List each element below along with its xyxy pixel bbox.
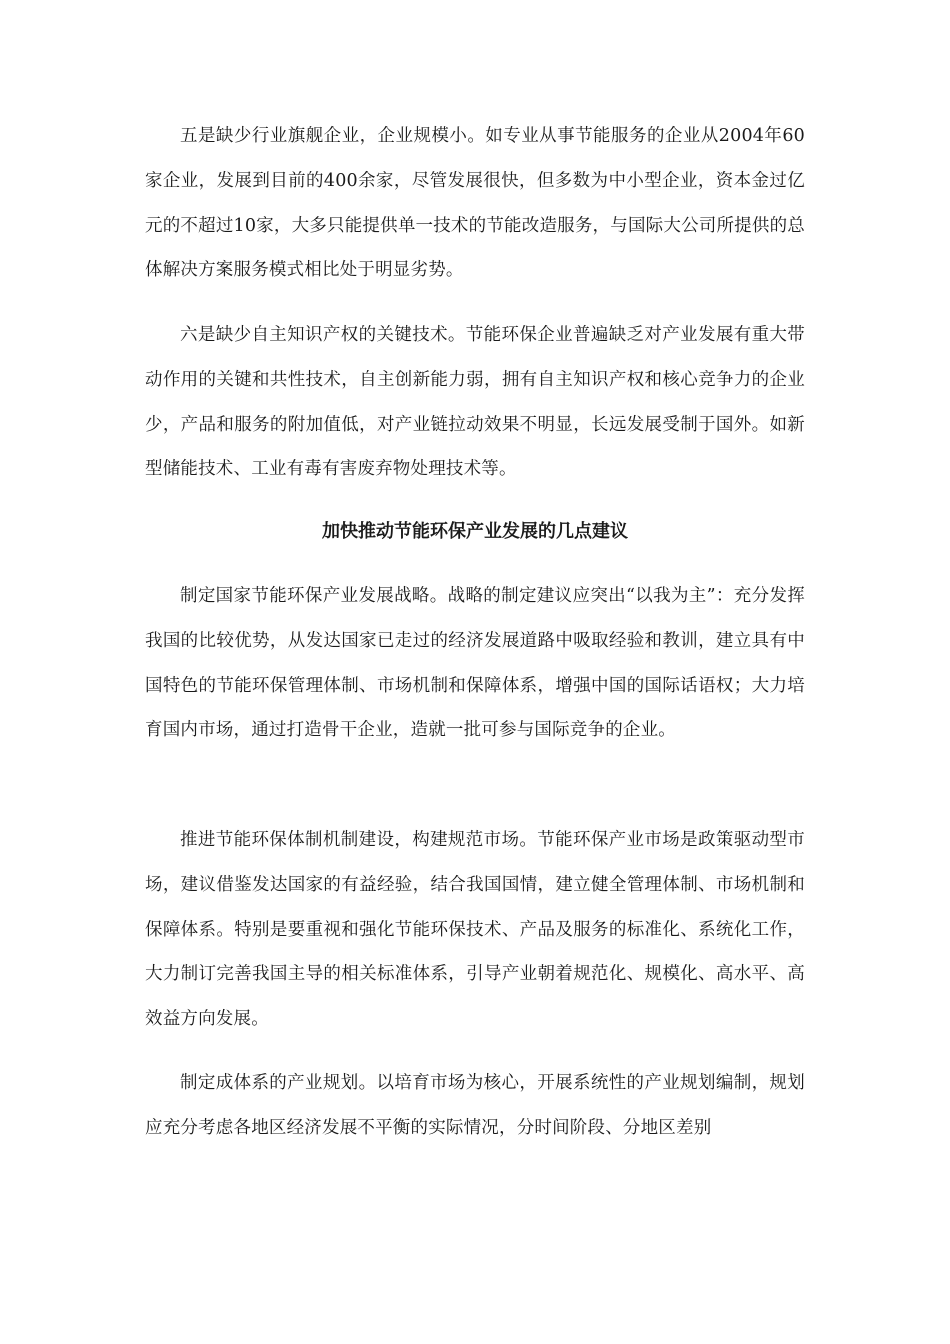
paragraph-key-technologies: 六是缺少自主知识产权的关键技术。节能环保企业普遍缺乏对产业发展有重大带动作用的关键和共性技术，自主创新能力弱，拥有自主知识产权和核心竞争力的企业少，产品和服务的附加值低，对产业链拉动效果不明显，长远发展受制于国外。如新型储能技术、工业有毒有害废弃物处理技术等。 bbox=[145, 325, 805, 480]
paragraph-institutional-mechanism: 推进节能环保体制机制建设，构建规范市场。节能环保产业市场是政策驱动型市场，建议借鉴发达国家的有益经验，结合我国国情，建立健全管理体制、市场机制和保障体系。特别是要重视和强化节能环保技术、产品及服务的标准化、系统化工作，大力制订完善我国主导的相关标准体系，引导产业朝着规范化、规模化、高水平、高效益方向发展。 bbox=[145, 830, 805, 1030]
paragraph-flagship-enterprises: 五是缺少行业旗舰企业，企业规模小。如专业从事节能服务的企业从2004年60家企业，发展到目前的400余家，尽管发展很快，但多数为中小型企业，资本金过亿元的不超过10家，大多只能提供单一技术的节能改造服务，与国际大公司所提供的总体解决方案服务模式相比处于明显劣势。 bbox=[145, 126, 805, 281]
section-heading: 加快推动节能环保产业发展的几点建议 bbox=[322, 521, 628, 542]
paragraph-national-strategy: 制定国家节能环保产业发展战略。战略的制定建议应突出“以我为主”：充分发挥我国的比较优势，从发达国家已走过的经济发展道路中吸取经验和教训，建立具有中国特色的节能环保管理体制、市场机制和保障体系，增强中国的国际话语权；大力培育国内市场，通过打造骨干企业，造就一批可参与国际竞争的企业。 bbox=[145, 586, 805, 741]
paragraph-industry-planning: 制定成体系的产业规划。以培育市场为核心，开展系统性的产业规划编制，规划应充分考虑各地区经济发展不平衡的实际情况，分时间阶段、分地区差别 bbox=[145, 1073, 805, 1138]
